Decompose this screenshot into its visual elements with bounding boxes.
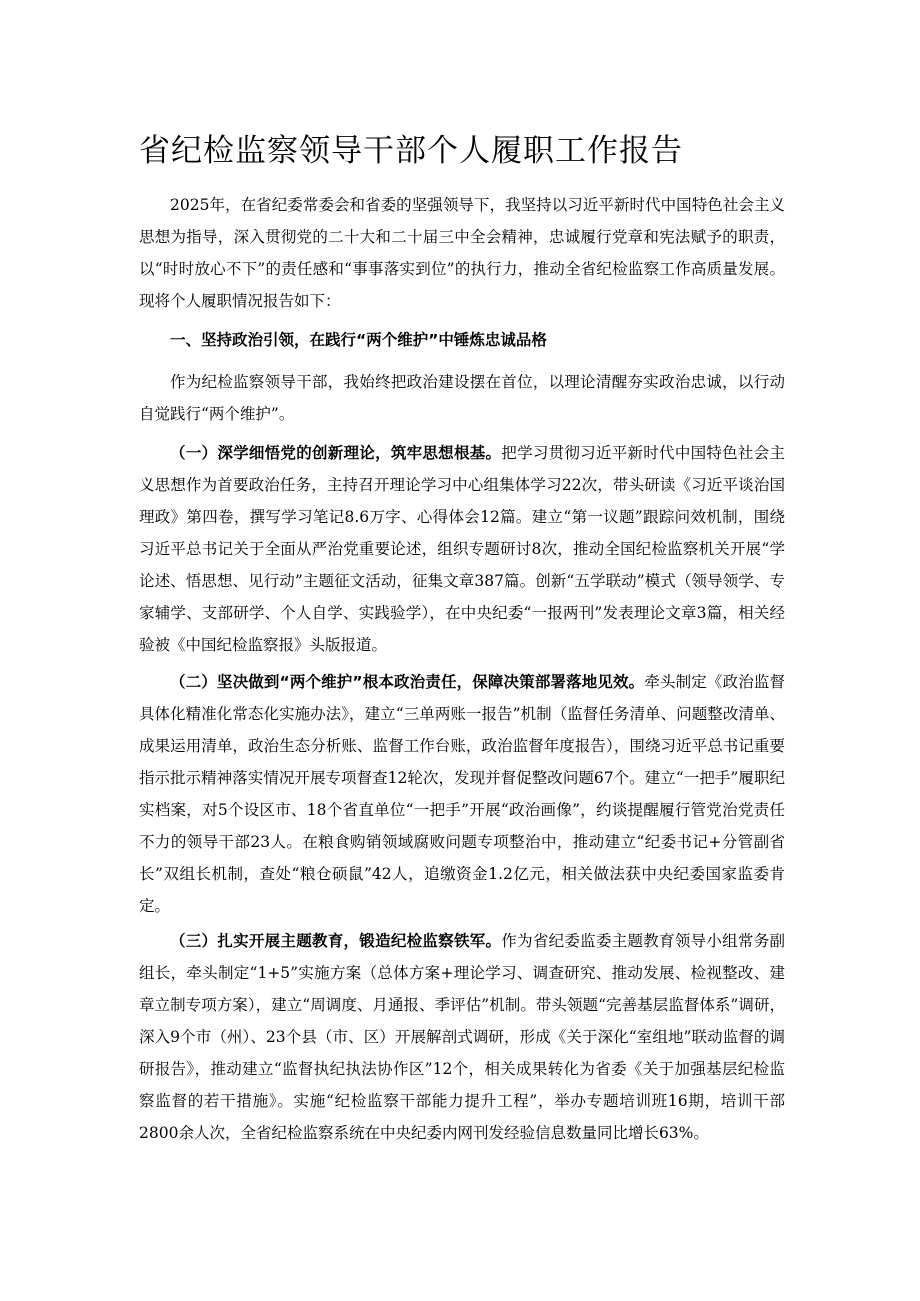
intro-paragraph: 2025年，在省纪委常委会和省委的坚强领导下，我坚持以习近平新时代中国特色社会主义思想为指导，深入贯彻党的二十大和二十届三中全会精神，忠诚履行党章和宪法赋予的职责，以“时时放心不下”的责任感和“事事落实到位”的执行力，推动全省纪检监察工作高质量发展。现将个人履职情况报告如下： xyxy=(139,196,785,310)
subsection-1-body: 把学习贯彻习近平新时代中国特色社会主义思想作为首要政治任务，主持召开理论学习中心组集体学习22次，带头研读《习近平谈治国理政》第四卷，撰写学习笔记8.6万字、心得体会12篇。建立“第一议题”跟踪问效机制，围绕习近平总书记关于全面从严治党重要论述，组织专题研讨8次，推动全国纪检监察机关开展“学论述、悟思想、见行动”主题征文活动，征集文章387篇。创新“五学联动”模式（领导领学、专家辅学、支部研学、个人自学、实践验学），在中央纪委“一报两刊”发表理论文章3篇，相关经验被《中国纪检监察报》头版报道。 xyxy=(139,444,785,654)
section-heading: 一、坚持政治引领，在践行“两个维护”中锤炼忠诚品格 xyxy=(170,331,547,349)
document-title: 省纪检监察领导干部个人履职工作报告 xyxy=(139,133,683,169)
subsection-2-lead: （二）坚决做到“两个维护”根本政治责任，保障决策部署落地见效。 xyxy=(170,673,645,691)
subsection-1-paragraph xyxy=(139,437,785,661)
subsection-3-body: 作为省纪委监委主题教育领导小组常务副组长，牵头制定“1+5”实施方案（总体方案+理论学习、调查研究、推动发展、检视整改、建章立制专项方案），建立“周调度、月通报、季评估”机制。带头领题“完善基层监督体系”调研，深入9个市（州）、23个县（市、区）开展解剖式调研，形成《关于深化“室组地”联动监督的调研报告》，推动建立“监督执纪执法协作区”12个，相关成果转化为省委《关于加强基层纪检监察监督的若干措施》。实施“纪检监察干部能力提升工程”，举办专题培训班16期，培训干部2800余人次，全省纪检监察系统在中央纪委内网刊发经验信息数量同比增长63%。 xyxy=(139,932,785,1142)
subsection-3-lead: （三）扎实开展主题教育，锻造纪检监察铁军。 xyxy=(170,932,502,950)
section-intro-paragraph: 作为纪检监察领导干部，我始终把政治建设摆在首位，以理论清醒夯实政治忠诚，以行动自觉践行“两个维护”。 xyxy=(139,373,785,423)
subsection-3-paragraph xyxy=(139,925,785,1149)
subsection-2-paragraph xyxy=(139,666,785,922)
subsection-1-lead: （一）深学细悟党的创新理论，筑牢思想根基。 xyxy=(170,444,502,462)
subsection-2-body: 牵头制定《政治监督具体化精准化常态化实施办法》，建立“三单两账一报告”机制（监督任务清单、问题整改清单、成果运用清单，政治生态分析账、监督工作台账，政治监督年度报告），围绕习近平总书记重要指示批示精神落实情况开展专项督查12轮次，发现并督促整改问题67个。建立“一把手”履职纪实档案，对5个设区市、18个省直单位“一把手”开展“政治画像”，约谈提醒履行管党治党责任不力的领导干部23人。在粮食购销领域腐败问题专项整治中，推动建立“纪委书记+分管副省长”双组长机制，查处“粮仓硕鼠”42人，追缴资金1.2亿元，相关做法获中央纪委国家监委肯定。 xyxy=(139,673,785,915)
